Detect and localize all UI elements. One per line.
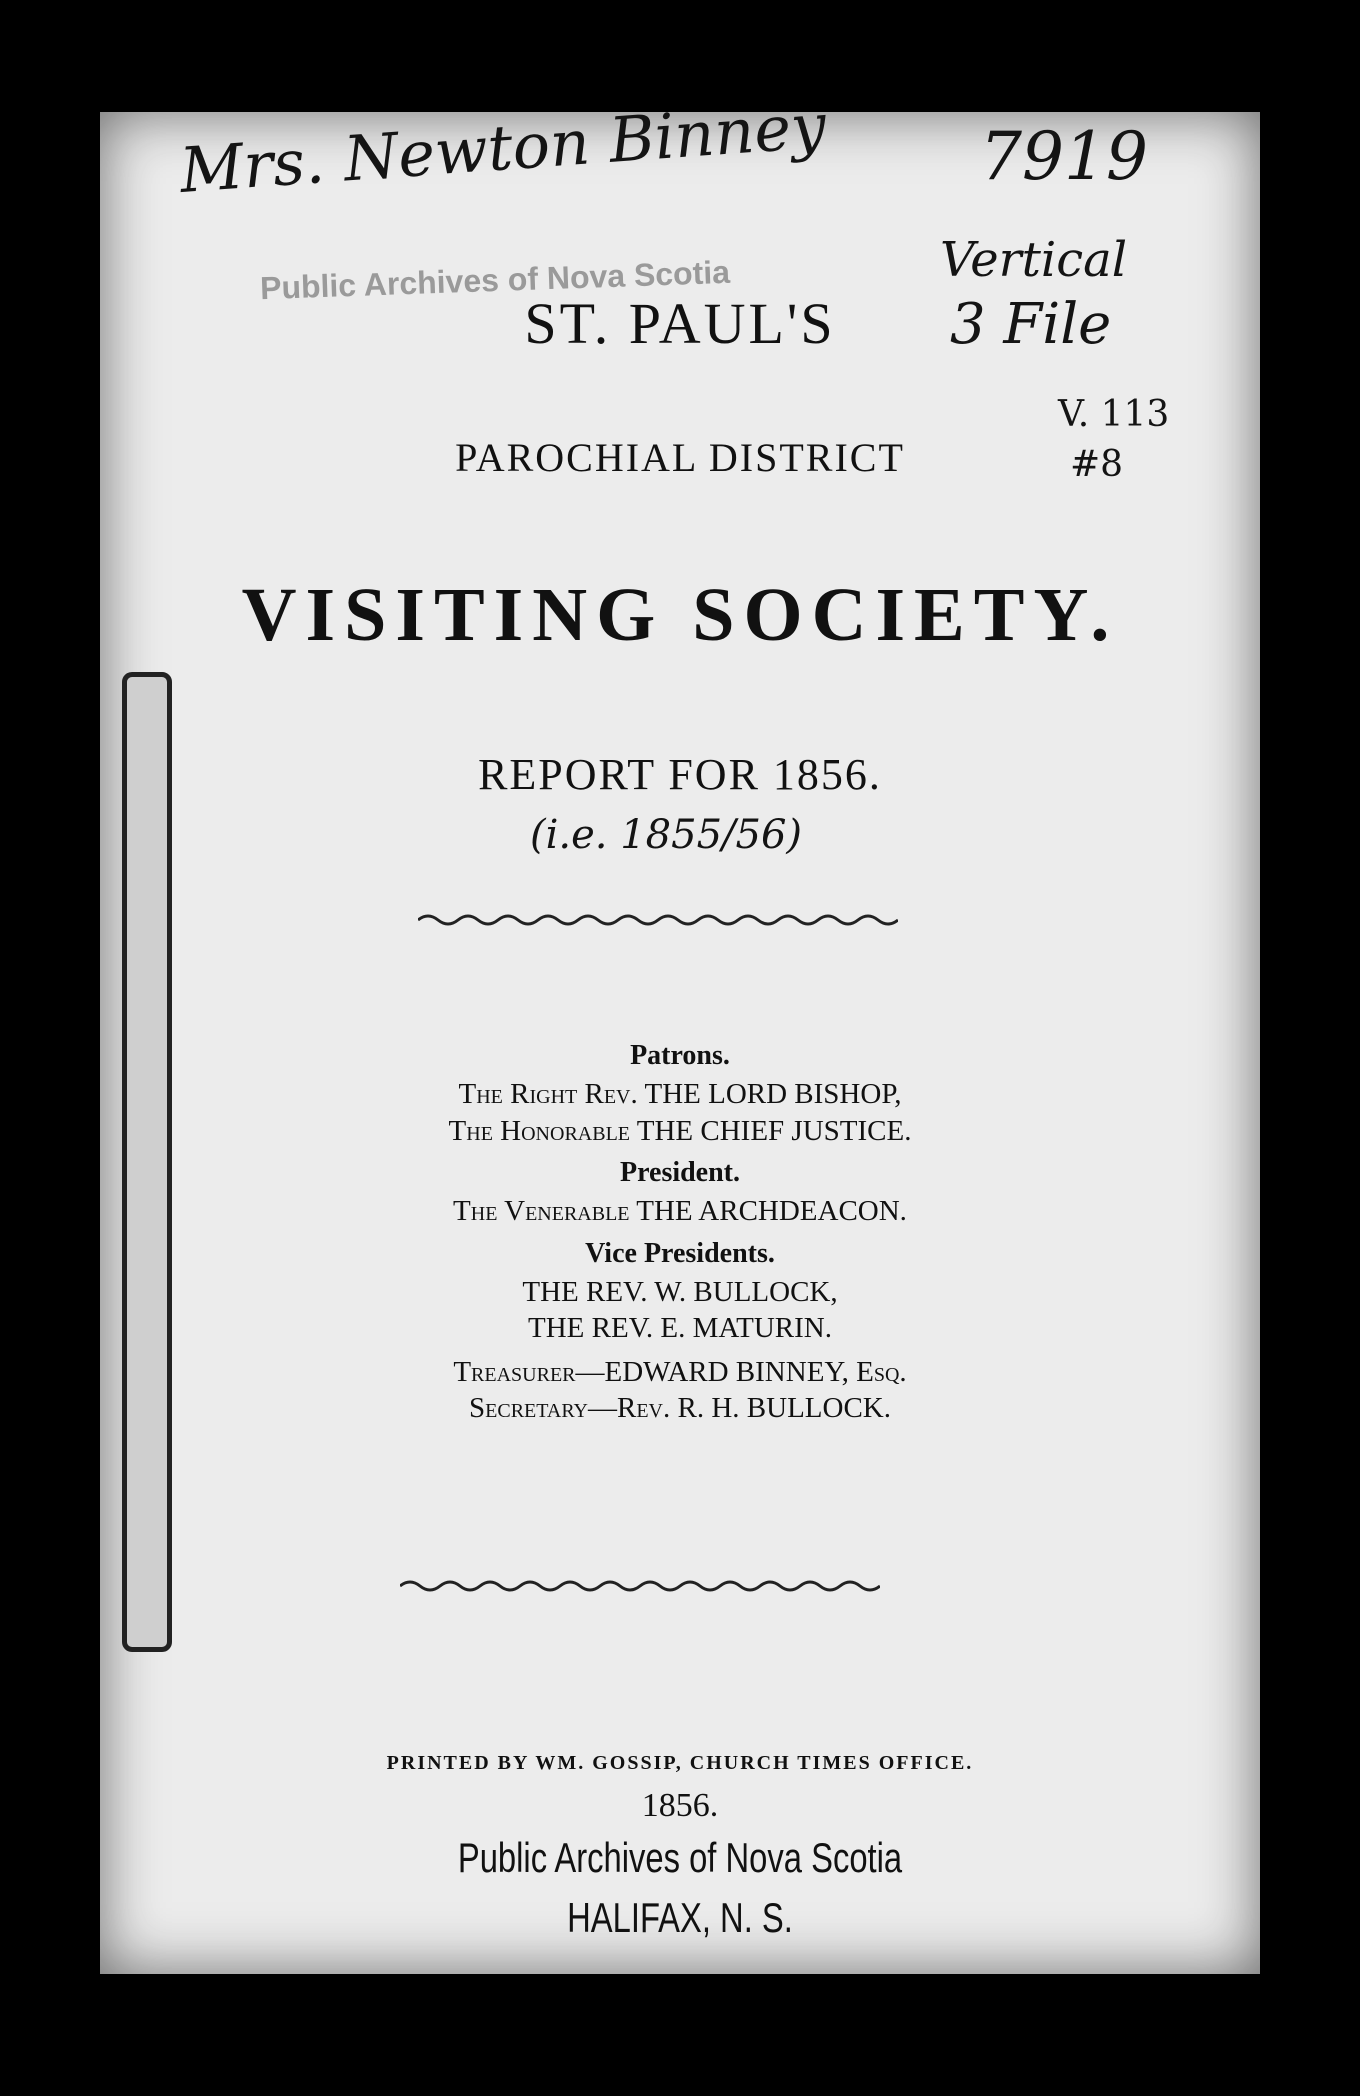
catalog-number: 7919 <box>980 118 1148 195</box>
imprint-year: 1856. <box>641 1787 719 1824</box>
owner-signature: Mrs. Newton Binney <box>177 88 829 207</box>
president <box>100 1191 1260 1231</box>
report-year: REPORT FOR 1856. <box>478 750 882 799</box>
title-line-1: ST. PAUL'S <box>524 291 836 356</box>
patron-2-title: The Honorable <box>448 1115 631 1147</box>
patron-2-name: THE CHIEF JUSTICE. <box>636 1115 912 1147</box>
archive-stamp-line-2: HALIFAX, N. S. <box>567 1894 793 1941</box>
wavy-rule-bottom <box>400 1576 880 1596</box>
item-note: #8 <box>1070 444 1124 485</box>
file-note-file: 3 File <box>950 292 1112 357</box>
treasurer-name: —EDWARD BINNEY, <box>575 1356 857 1388</box>
vice-president-2: THE REV. E. MATURIN. <box>528 1312 832 1344</box>
faint-archive-stamp: Public Archives of Nova Scotia <box>259 253 731 307</box>
president-heading: President. <box>619 1157 741 1188</box>
president-name: THE ARCHDEACON. <box>636 1195 907 1227</box>
secretary <box>100 1388 1260 1428</box>
archive-stamp-line-1: Public Archives of Nova Scotia <box>457 1834 903 1881</box>
title-line-3: VISITING SOCIETY. <box>241 573 1119 657</box>
president-title: The Venerable <box>453 1195 630 1227</box>
patrons-heading: Patrons. <box>630 1040 730 1071</box>
printer-imprint: PRINTED BY WM. GOSSIP, CHURCH TIMES OFFICE. <box>386 1752 974 1774</box>
secretary-label: Secretary <box>469 1392 588 1424</box>
date-annotation: (i.e. 1855/56) <box>530 812 802 858</box>
patron-1 <box>100 1074 1260 1114</box>
patron-1-title: The Right Rev. <box>458 1078 638 1110</box>
patron-2 <box>100 1111 1260 1151</box>
vice-president-1: THE REV. W. BULLOCK, <box>522 1276 838 1308</box>
treasurer-label: Treasurer <box>453 1356 576 1388</box>
vice-presidents-heading: Vice Presidents. <box>585 1238 775 1269</box>
document-page <box>100 88 1260 1974</box>
title-line-2: PAROCHIAL DISTRICT <box>455 435 905 480</box>
patron-1-name: THE LORD BISHOP, <box>644 1078 902 1110</box>
wavy-rule-top <box>418 910 898 930</box>
file-note-vertical: Vertical <box>940 232 1128 288</box>
treasurer-suffix: Esq. <box>856 1356 907 1388</box>
volume-note: V. 113 <box>1058 394 1170 435</box>
treasurer <box>100 1352 1260 1392</box>
secretary-name: —Rev. R. H. BULLOCK. <box>588 1392 891 1424</box>
